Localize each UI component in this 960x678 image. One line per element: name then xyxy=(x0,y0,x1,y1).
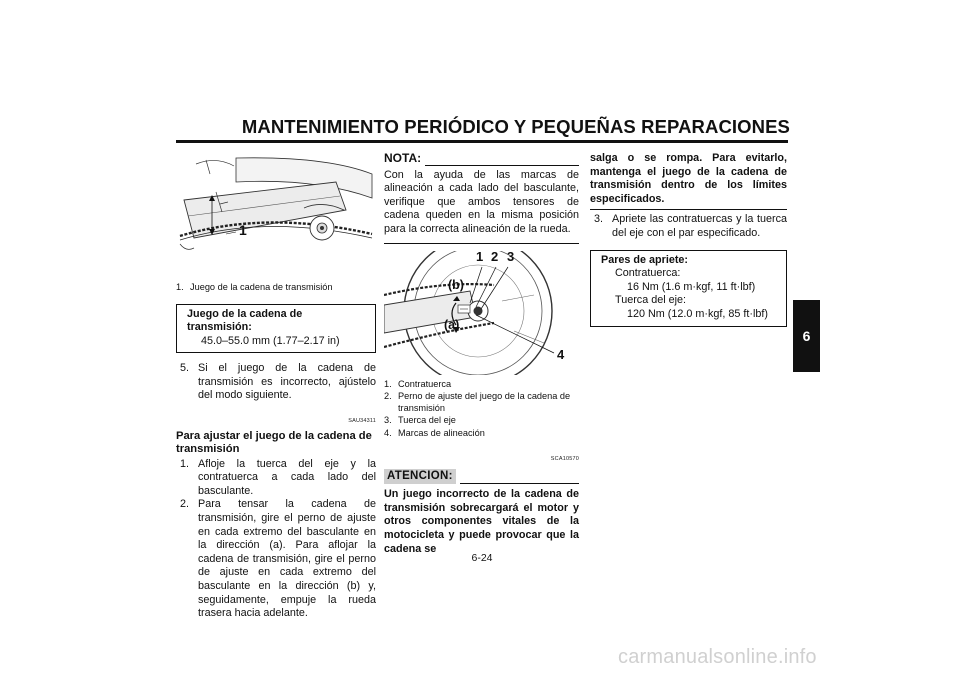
step-number: 1. xyxy=(180,457,190,470)
torque-item-label: Contratuerca: xyxy=(615,267,681,280)
step-5 xyxy=(176,362,376,403)
figure-caption xyxy=(176,282,376,294)
caption-number: 4. xyxy=(384,427,392,438)
page-number: 6-24 xyxy=(471,552,493,564)
caption-text: Juego de la cadena de transmisión xyxy=(190,282,333,292)
column-right xyxy=(590,152,787,327)
note-title: NOTA: xyxy=(384,151,422,165)
note-header xyxy=(384,152,579,166)
chapter-tab[interactable]: 6 xyxy=(793,300,820,372)
caption-item xyxy=(384,379,579,391)
torque-item-label: Tuerca del eje: xyxy=(615,294,687,307)
caption-item xyxy=(176,282,376,294)
torque-item-value: 120 Nm (12.0 m·kgf, 85 ft·lbf) xyxy=(627,307,769,320)
caption-number: 3. xyxy=(384,415,392,426)
torque-item-value: 16 Nm (1.6 m·kgf, 11 ft·lbf) xyxy=(627,280,756,293)
step-3 xyxy=(590,213,787,240)
caption-number: 2. xyxy=(384,391,392,402)
torque-spec-box xyxy=(590,250,787,327)
step-text: Afloje la tuerca del eje y la contratuerca a cada lado del basculante. xyxy=(198,457,376,497)
caption-text: Perno de ajuste del juego de la cadena de transmisión xyxy=(398,391,571,413)
column-left xyxy=(176,152,376,621)
watermark[interactable]: carmanualsonline.info xyxy=(618,646,817,668)
caption-item xyxy=(384,391,579,414)
page-title: MANTENIMIENTO PERIÓDICO Y PEQUEÑAS REPARACIONES xyxy=(241,116,790,137)
step-2 xyxy=(176,498,376,620)
caption-text: Contratuerca xyxy=(398,378,452,389)
step-number: 3. xyxy=(594,213,604,226)
caption-number: 1. xyxy=(384,378,392,389)
attention-text-continued: salga o se rompa. Para evitarlo, mantenga el juego de la cadena de transmisión dentro de los límites especificados. xyxy=(590,152,787,205)
attention-title: ATENCION: xyxy=(384,469,456,485)
step-text: Apriete las contratuercas y la tuerca del eje con el par especificado. xyxy=(612,213,787,239)
figure-callout-2: 2 xyxy=(491,248,499,264)
attention-text: Un juego incorrecto de la cadena de transmisión sobrecargará el motor y otros componentes vitales de la motocicleta y puede provocar que la cadena se xyxy=(384,488,579,555)
figure-callout-4: 4 xyxy=(557,346,565,362)
step-text: Para tensar la cadena de transmisión, gire el perno de ajuste en cada extremo del basculante en la dirección (a). Para aflojar la cadena de transmisión, gire el perno de ajuste en cada extremo del basculante en la dirección (b) y, seguidamente, empuje la rueda trasera hacia adelante. xyxy=(198,498,376,620)
caption-item xyxy=(384,428,579,440)
torque-title: Pares de apriete: xyxy=(601,253,689,266)
chain-slack-drawing xyxy=(176,152,376,276)
step-number: 2. xyxy=(180,498,190,511)
chain-slack-spec-box xyxy=(176,304,376,354)
figure-callout-1: 1 xyxy=(476,248,484,264)
step-1 xyxy=(176,458,376,499)
note-end-rule xyxy=(384,243,579,244)
note-text: Con la ayuda de las marcas de alineación a cada lado del basculante, verifique que ambos tensores de cadena queden en la misma posición para la correcta alineación de la rueda. xyxy=(384,168,579,235)
section-heading: Para ajustar el juego de la cadena de transmisión xyxy=(176,429,372,455)
chain-slack-illustration xyxy=(176,152,376,276)
caption-text: Tuerca del eje xyxy=(398,415,456,426)
section-code: SCA10570 xyxy=(550,456,579,463)
attention-header xyxy=(384,469,579,485)
spec-value: 45.0–55.0 mm (1.77–2.17 in) xyxy=(201,334,340,347)
spec-title: Juego de la cadena de transmisión: xyxy=(187,307,303,334)
figure-callout-1: 1 xyxy=(239,222,247,238)
column-middle xyxy=(384,152,579,556)
step-number: 5. xyxy=(180,362,190,375)
caption-text: Marcas de alineación xyxy=(398,427,485,438)
attention-end-rule xyxy=(590,209,787,210)
caption-item xyxy=(384,415,579,427)
step-text: Si el juego de la cadena de transmisión es incorrecto, ajústelo del modo siguiente. xyxy=(198,362,376,402)
figure-callout-b: (b) xyxy=(448,277,464,292)
wheel-alignment-drawing xyxy=(384,248,579,375)
title-rule xyxy=(176,140,788,143)
figure-caption xyxy=(384,379,579,440)
note-header-rule xyxy=(425,156,579,166)
figure-callout-a: (a) xyxy=(444,317,460,332)
wheel-alignment-illustration xyxy=(384,248,579,375)
attention-header-rule xyxy=(460,473,579,484)
section-code: SAU34311 xyxy=(348,418,376,425)
figure-callout-3: 3 xyxy=(507,248,515,264)
caption-number: 1. xyxy=(176,282,184,292)
